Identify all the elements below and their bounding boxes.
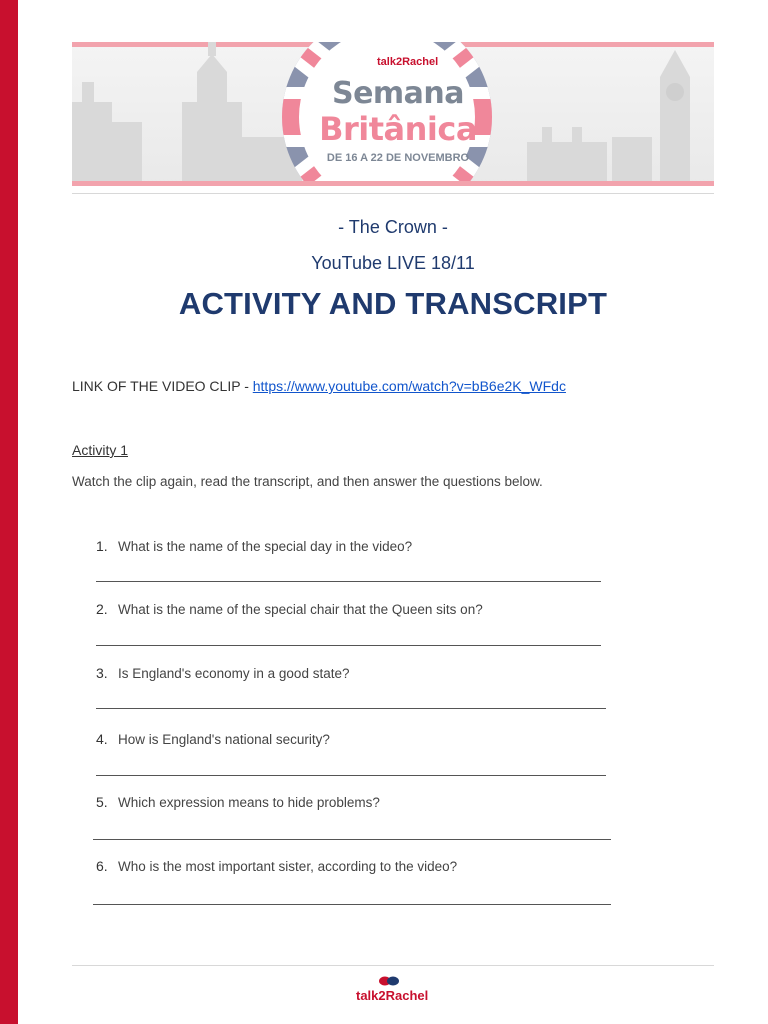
- question-text: What is the name of the special day in the video?: [118, 539, 413, 554]
- answer-line[interactable]: [96, 775, 606, 776]
- show-title: - The Crown -: [338, 217, 448, 237]
- footer-brand: talk2Rachel: [356, 988, 429, 1003]
- bottom-divider: [72, 965, 714, 966]
- banner-brand-logo: talk2Rachel: [377, 56, 439, 68]
- answer-line[interactable]: [93, 904, 611, 905]
- video-link[interactable]: https://www.youtube.com/watch?v=bB6e2K_WFdc: [252, 378, 566, 394]
- question-item: [96, 858, 457, 874]
- speech-bubble-icon: [378, 976, 400, 988]
- activity-label: Activity 1: [72, 442, 129, 458]
- question-item: [96, 665, 349, 681]
- banner-bottom-stripe: [72, 181, 714, 186]
- question-text: How is England's national security?: [118, 732, 330, 747]
- question-number: 4.: [96, 731, 108, 747]
- answer-line[interactable]: [93, 839, 611, 840]
- answer-line[interactable]: [96, 645, 601, 646]
- banner-dates: DE 16 A 22 DE NOVEMBRO: [326, 152, 470, 164]
- question-item: [96, 538, 412, 554]
- question-number: 1.: [96, 538, 108, 554]
- answer-line[interactable]: [96, 581, 601, 582]
- question-item: [96, 731, 330, 747]
- question-text: Who is the most important sister, according to the video?: [118, 859, 458, 874]
- event-title: YouTube LIVE 18/11: [311, 253, 475, 273]
- video-link-label: LINK OF THE VIDEO CLIP -: [72, 378, 253, 394]
- question-number: 2.: [96, 601, 108, 617]
- question-item: [96, 601, 483, 617]
- banner-title-line1: Semana: [331, 76, 465, 111]
- question-item: [96, 794, 380, 810]
- answer-line[interactable]: [96, 708, 606, 709]
- banner-title-line2: Britânica: [319, 110, 477, 148]
- question-number: 6.: [96, 858, 108, 874]
- question-text: Is England's economy in a good state?: [118, 666, 350, 681]
- page-heading: ACTIVITY AND TRANSCRIPT: [178, 286, 608, 321]
- top-divider: [72, 193, 714, 194]
- question-text: What is the name of the special chair that the Queen sits on?: [118, 602, 483, 617]
- question-number: 3.: [96, 665, 108, 681]
- footer-logo: [356, 976, 436, 1006]
- question-text: Which expression means to hide problems?: [118, 795, 380, 810]
- question-number: 5.: [96, 794, 108, 810]
- header-banner: [72, 42, 714, 186]
- video-link-line: [72, 378, 566, 394]
- left-red-bar: [0, 0, 18, 1024]
- activity-instruction: Watch the clip again, read the transcript, and then answer the questions below.: [72, 474, 543, 489]
